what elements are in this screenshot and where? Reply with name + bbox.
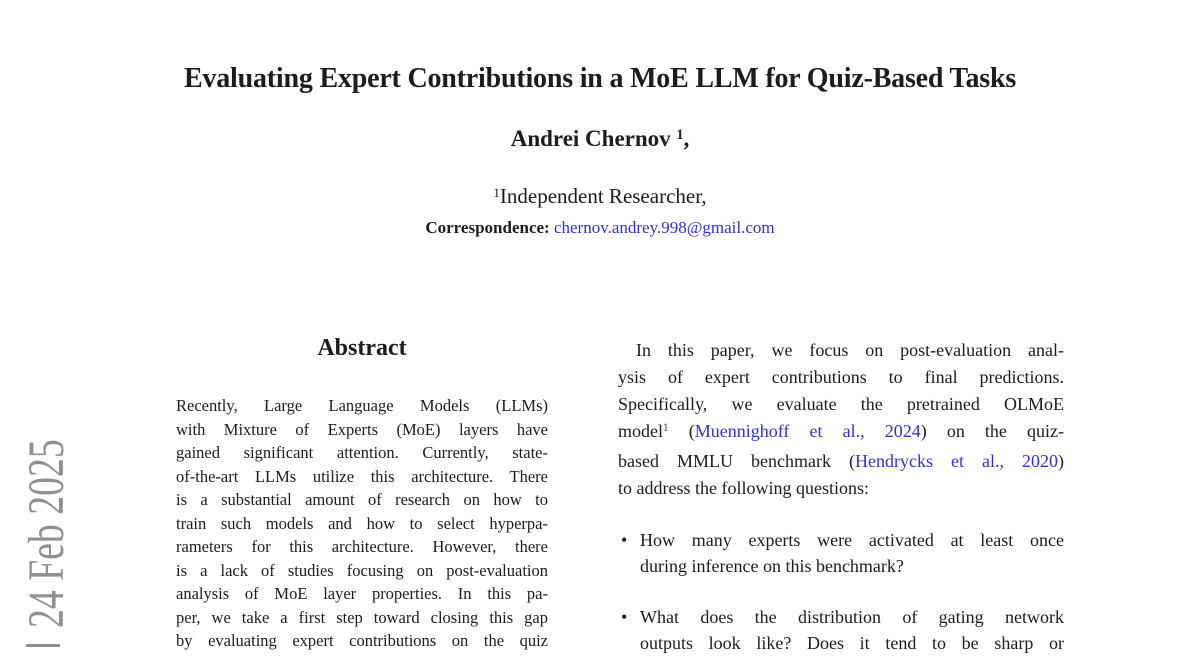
text-line [640, 527, 1064, 553]
correspondence-label: Correspondence: [425, 218, 550, 237]
text-line [176, 559, 548, 583]
text-segment: rameters for this architecture. However, there [176, 537, 548, 556]
bullet-item [618, 604, 1064, 656]
affiliation-text: Independent Researcher, [499, 184, 707, 208]
text-segment: based MMLU benchmark ( [618, 451, 855, 471]
text-line [176, 418, 548, 442]
author-line [0, 126, 1200, 155]
text-segment: to address the following questions: [618, 478, 869, 498]
text-segment: during inference on this benchmark? [640, 556, 904, 576]
text-segment: Specifically, we evaluate the pretrained OLMoE [618, 394, 1064, 414]
text-line [176, 394, 548, 418]
citation-link[interactable]: Muennighoff et al., 2024 [694, 421, 921, 441]
text-line [618, 418, 1064, 448]
text-segment: In this paper, we focus on post-evaluation anal- [636, 340, 1064, 360]
text-segment: by evaluating expert contributions on the quiz [176, 631, 548, 650]
arxiv-date-stamp: 24 Feb 2025 [19, 439, 75, 628]
affiliation-line [0, 184, 1200, 211]
footnote-ref-link[interactable]: 1 [663, 422, 669, 435]
text-segment: ( [668, 421, 695, 441]
text-line [618, 391, 1064, 418]
text-line [176, 512, 548, 536]
text-line [176, 606, 548, 630]
bullet-icon: • [621, 607, 628, 627]
text-line [618, 337, 1064, 364]
abstract-heading: Abstract [317, 335, 407, 361]
correspondence-line [0, 217, 1200, 239]
text-segment: What does the distribution of gating network [640, 607, 1064, 627]
text-line [618, 364, 1064, 391]
text-segment: ) [1057, 451, 1064, 471]
text-line [176, 582, 548, 606]
text-line [176, 629, 548, 653]
text-segment: model [618, 421, 663, 441]
author-name: Andrei Chernov [510, 126, 671, 151]
left-column [176, 334, 548, 653]
stamp-clipped-text [26, 644, 60, 647]
bullet-text [640, 527, 1064, 579]
author-suffix: , [683, 126, 690, 151]
text-segment: train such models and how to select hyperpa- [176, 513, 548, 533]
text-line [618, 475, 1064, 502]
text-segment: Recently, Large Language Models (LLMs) [176, 396, 548, 415]
correspondence-email-link[interactable]: chernov.andrey.998@gmail.com [553, 218, 775, 237]
bullet-icon: • [621, 530, 628, 550]
bullet-text [640, 604, 1064, 656]
text-segment: with Mixture of Experts (MoE) layers have [176, 419, 548, 439]
text-line [618, 448, 1064, 475]
author-affiliation-ref: 1 [676, 126, 684, 143]
abstract-text [176, 394, 548, 653]
text-segment: outputs look like? Does it tend to be sharp or [640, 633, 1064, 653]
text-line [640, 553, 1064, 579]
text-segment: ) on the quiz- [920, 421, 1065, 441]
paper-title: Evaluating Expert Contributions in a MoE LLM for Quiz-Based Tasks [183, 62, 1017, 94]
right-column [618, 337, 1064, 656]
text-line [176, 441, 548, 465]
text-segment: per, we take a first step toward closing this gap [176, 607, 548, 627]
bullet-item [618, 527, 1064, 579]
text-line [176, 488, 548, 512]
text-line [176, 535, 548, 559]
text-segment: of-the-art LLMs utilize this architecture. There [176, 466, 548, 486]
intro-paragraph [618, 337, 1064, 502]
text-segment: is a substantial amount of research on how to [176, 490, 548, 509]
text-line [640, 604, 1064, 630]
text-segment: How many experts were activated at least once [640, 530, 1064, 550]
text-segment: is a lack of studies focusing on post-evaluation [176, 560, 548, 580]
text-segment: ysis of expert contributions to final predictions. [618, 367, 1064, 387]
text-line [176, 465, 548, 489]
text-segment: analysis of MoE layer properties. In this pa- [176, 584, 548, 603]
text-line [640, 630, 1064, 656]
text-segment: gained significant attention. Currently, state- [176, 443, 548, 462]
affiliation-ref: 1 [493, 184, 500, 200]
citation-link[interactable]: Hendrycks et al., 2020 [854, 451, 1058, 471]
